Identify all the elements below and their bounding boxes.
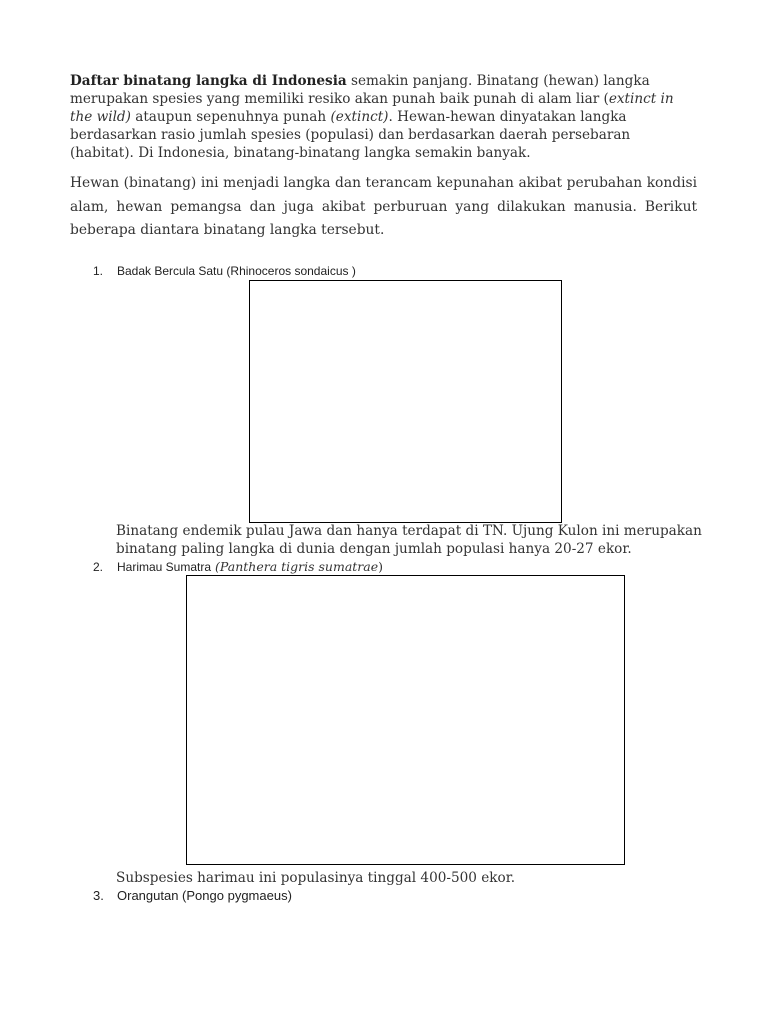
intro-text-1: semakin panjang. Binatang (hewan) langka merupakan spesies yang memiliki resiko akan punah baik punah di alam liar ( <box>70 73 650 107</box>
list-number: 2. <box>93 560 104 574</box>
paragraph-2: Hewan (binatang) ini menjadi langka dan terancam kepunahan akibat perubahan kondisi alam, hewan pemangsa dan juga akibat perburuan yang dilakukan manusia. Berikut beberapa diantara binatang langka tersebut. <box>70 175 697 238</box>
item-name: Badak Bercula Satu <box>117 264 224 278</box>
intro-italic-2: (extinct) <box>330 109 389 125</box>
intro-italic-1: extinct in the wild) <box>70 91 674 125</box>
intro-paragraph <box>70 72 697 162</box>
list-number: 1. <box>93 264 104 278</box>
intro-text-3: . Hewan-hewan dinyatakan langka berdasarkan rasio jumlah spesies (populasi) dan berdasarkan daerah persebaran (habitat). Di Indonesia, binatang-binatang langka semakin banyak. <box>70 109 631 161</box>
item-paren-open: ( <box>211 559 220 574</box>
item-name: Orangutan <box>117 888 179 903</box>
item-1-description: Binatang endemik pulau Jawa dan hanya terdapat di TN. Ujung Kulon ini merupakan binatang paling langka di dunia dengan jumlah populasi hanya 20-27 ekor. <box>116 523 702 557</box>
item-paren-open: ( <box>178 888 187 903</box>
list-number: 3. <box>93 888 104 903</box>
item-scientific-name: Panthera tigris sumatrae <box>219 559 379 574</box>
tiger-image-placeholder <box>186 575 625 865</box>
item-paren-open: ( <box>223 264 231 278</box>
item-paren-close: ) <box>378 559 384 574</box>
item-name: Harimau Sumatra <box>117 560 212 574</box>
list-item-3 <box>93 888 292 903</box>
intro-text-2: ataupun sepenuhnya punah <box>130 109 331 125</box>
list-item-2 <box>93 559 383 574</box>
item-scientific-name: Pongo pygmaeus <box>186 888 288 903</box>
item-2-description: Subspesies harimau ini populasinya tinggal 400-500 ekor. <box>116 870 516 886</box>
rhino-image-placeholder <box>249 280 562 523</box>
item-paren-close: ) <box>287 888 292 903</box>
intro-bold-lead: Daftar binatang langka di Indonesia <box>70 73 347 89</box>
item-paren-close: ) <box>348 264 356 278</box>
list-item-1 <box>93 264 356 278</box>
item-scientific-name: Rhinoceros sondaicus <box>230 264 349 278</box>
